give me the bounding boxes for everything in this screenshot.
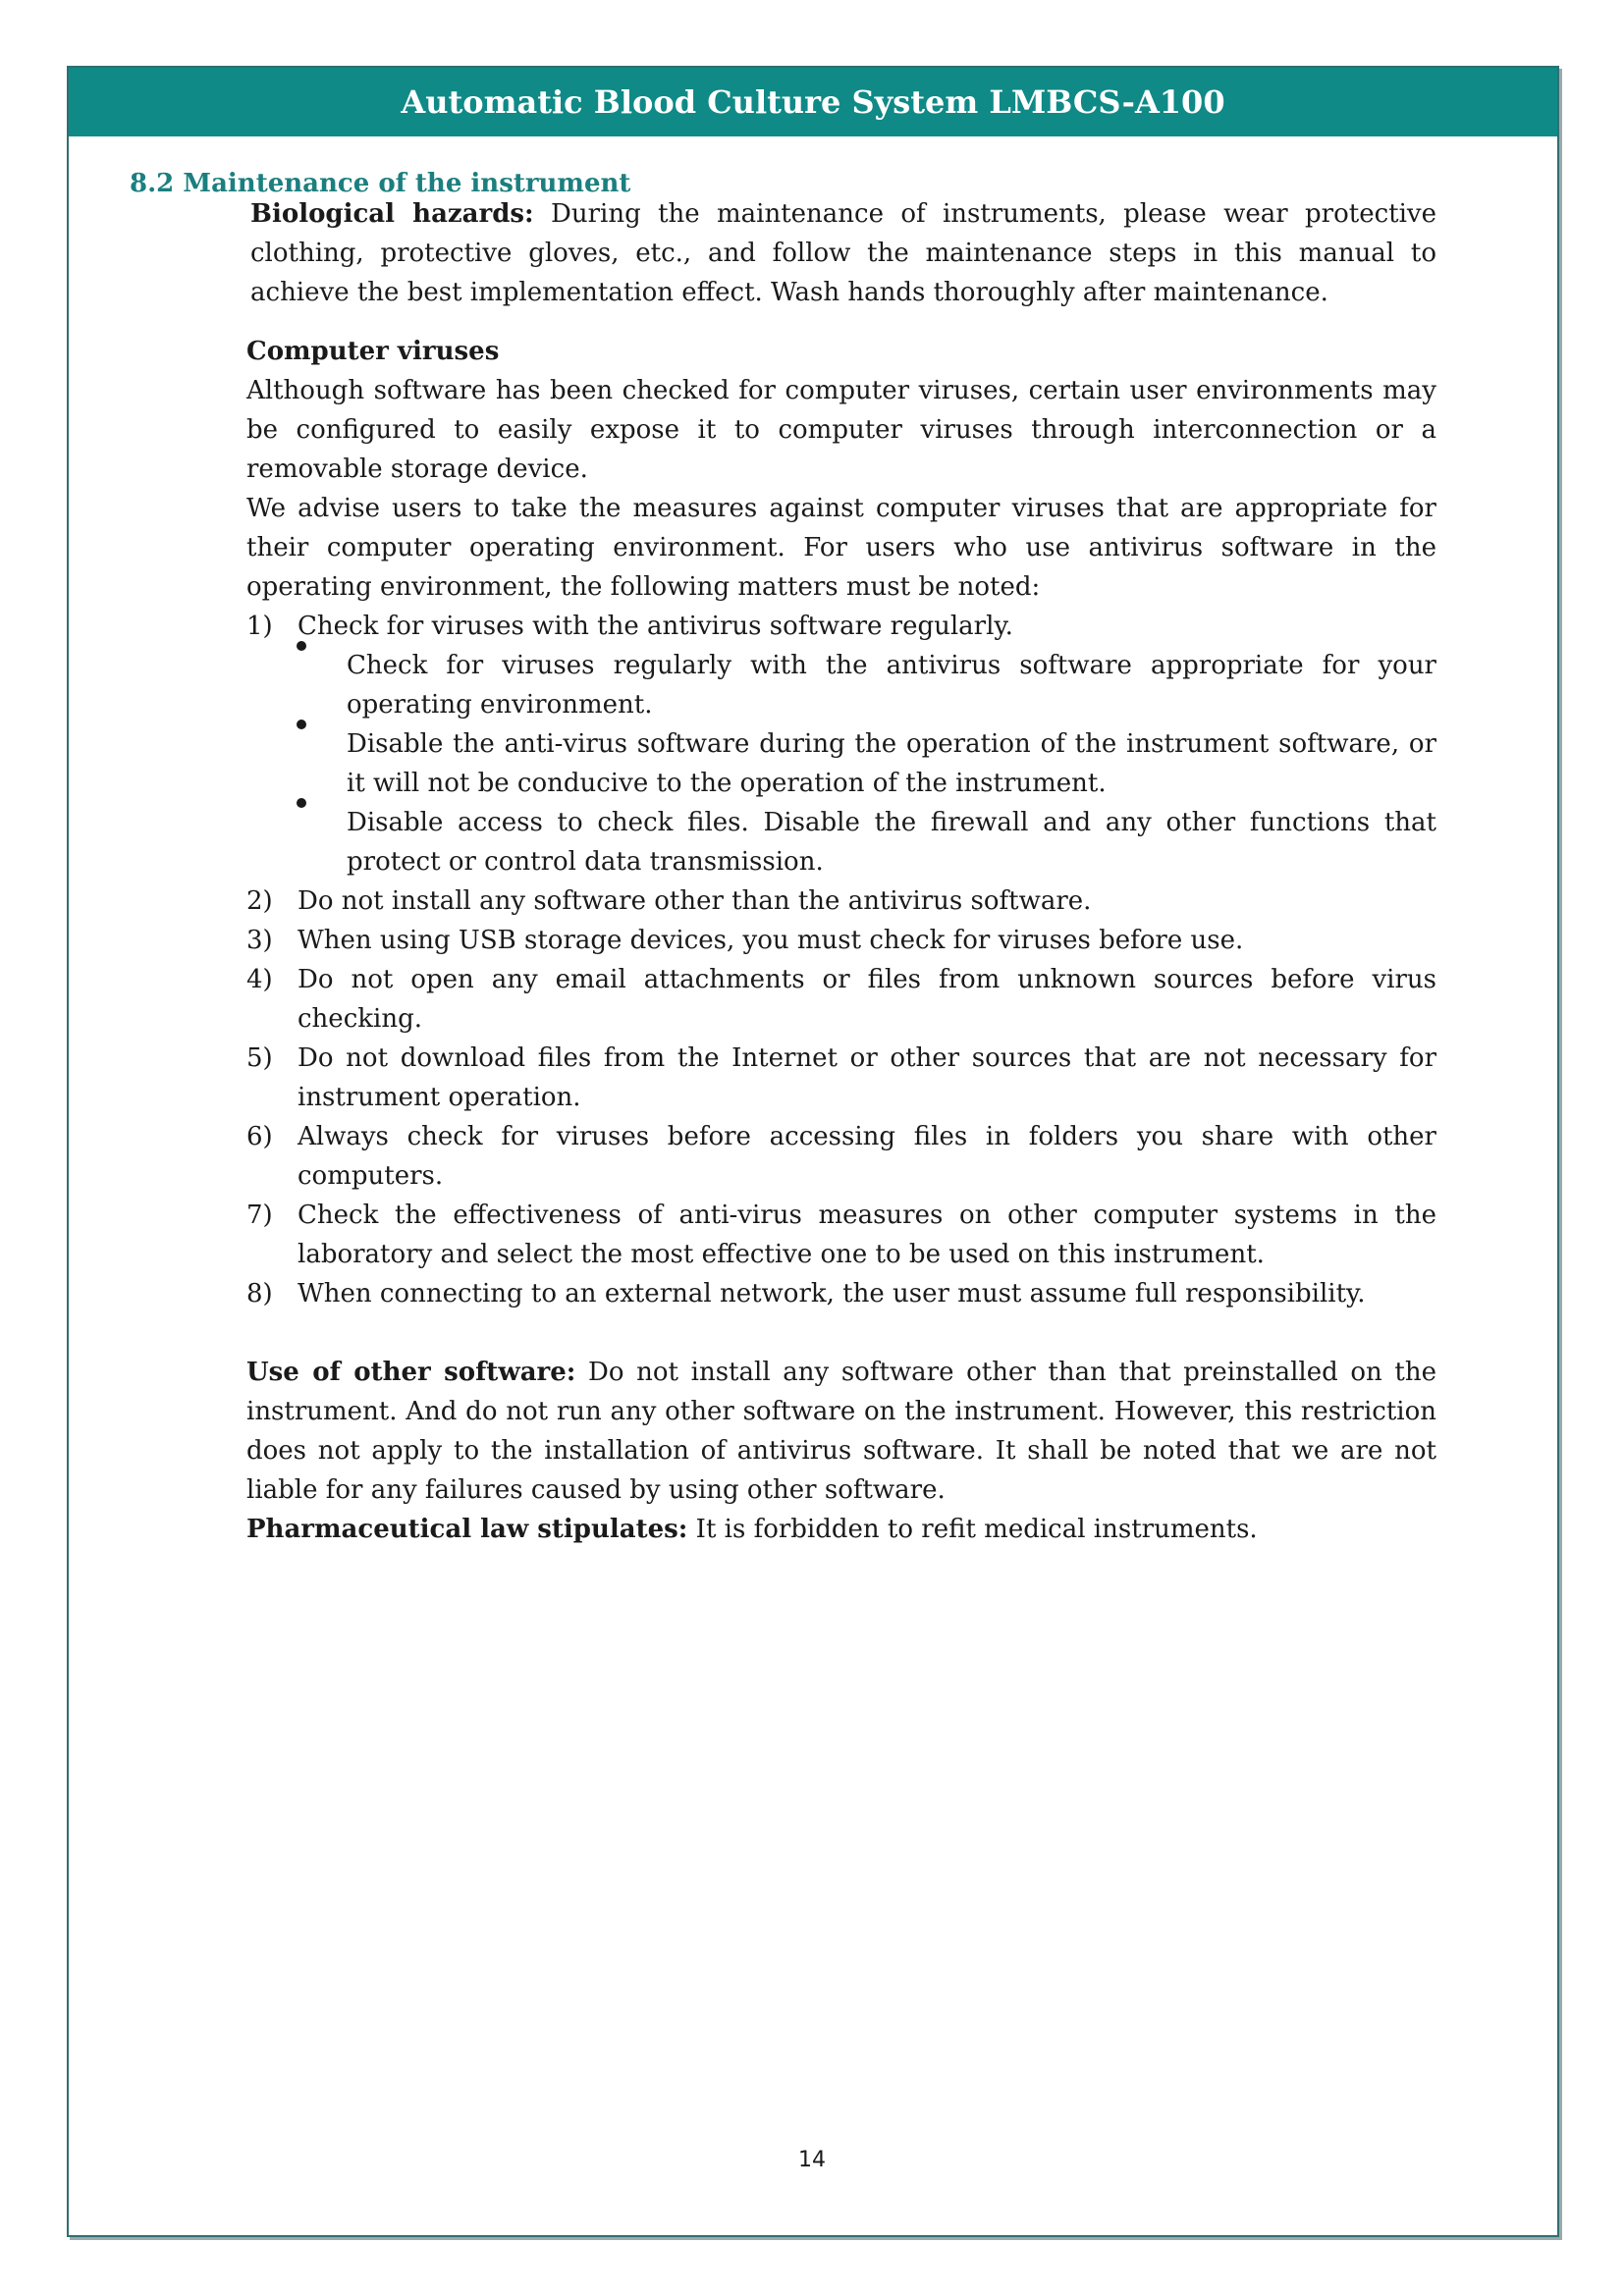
list-item-text: Check for viruses with the antivirus software regularly. xyxy=(298,612,1013,641)
list-item-number: 8) xyxy=(246,1279,273,1308)
computer-viruses-heading: Computer viruses xyxy=(246,337,500,366)
bullet-item: Check for viruses regularly with the antivirus software appropriate for your operating environment. xyxy=(347,651,1436,720)
list-item-text: When connecting to an external network, the user must assume full responsibility. xyxy=(298,1279,1366,1308)
biological-hazards-text: During the maintenance of instruments, please wear protective clothing, protective gloves, etc., and follow the maintenance steps in this manual to achieve the best implementation effect. Wash hands thoroughly after maintenance. xyxy=(250,199,1436,307)
list-item-number: 1) xyxy=(246,612,273,641)
bullet-item: Disable access to check files. Disable the firewall and any other functions that protect or control data transmission. xyxy=(347,808,1436,877)
list-item-number: 3) xyxy=(246,926,273,955)
viruses-paragraph-2: We advise users to take the measures against computer viruses that are appropriate for their computer operating environment. For users who use antivirus software in the operating environment, the following matters must be noted: xyxy=(246,494,1436,602)
page-number: 14 xyxy=(798,2148,826,2172)
biological-hazards-label: Biological hazards: xyxy=(250,199,534,229)
pharma-text: It is forbidden to refit medical instruments. xyxy=(687,1515,1258,1544)
bullet-icon xyxy=(297,641,306,651)
bullet-icon xyxy=(297,720,306,729)
list-item-text: Do not download files from the Internet or other sources that are not necessary for instrument operation. xyxy=(298,1043,1436,1112)
bullet-icon xyxy=(297,798,306,808)
list-item-text: Always check for viruses before accessing files in folders you share with other computers. xyxy=(298,1122,1436,1191)
document-header xyxy=(69,68,1557,136)
other-software-text: Do not install any software other than that preinstalled on the instrument. And do not run any other software on the instrument. However, this restriction does not apply to the installation of antivirus software. It shall be noted that we are not liable for any failures caused by using other software. xyxy=(246,1358,1436,1505)
list-item-text: When using USB storage devices, you must check for viruses before use. xyxy=(298,926,1244,955)
pharma-label: Pharmaceutical law stipulates: xyxy=(246,1515,688,1544)
list-item-number: 2) xyxy=(246,886,273,916)
list-item-text: Check the effectiveness of anti-virus measures on other computer systems in the laboratory and select the most effective one to be used on this instrument. xyxy=(298,1201,1436,1269)
list-item-number: 6) xyxy=(246,1122,273,1151)
other-software-paragraph xyxy=(246,1353,1436,1510)
list-item-text: Do not install any software other than the antivirus software. xyxy=(298,886,1092,916)
pharma-paragraph xyxy=(246,1510,1436,1549)
header-title: Automatic Blood Culture System LMBCS-A100 xyxy=(401,83,1225,121)
biological-hazards-paragraph xyxy=(250,194,1436,312)
list-item-text: Do not open any email attachments or files from unknown sources before virus checking. xyxy=(298,965,1436,1034)
list-item-number: 7) xyxy=(246,1201,273,1230)
section-title: 8.2 Maintenance of the instrument xyxy=(130,169,631,198)
bullet-item: Disable the anti-virus software during the operation of the instrument software, or it will not be conducive to the operation of the instrument. xyxy=(347,729,1436,798)
list-item-number: 5) xyxy=(246,1043,273,1073)
viruses-paragraph-1: Although software has been checked for computer viruses, certain user environments may be configured to easily expose it to computer viruses through interconnection or a removable storage device. xyxy=(246,376,1436,484)
other-software-label: Use of other software: xyxy=(246,1358,576,1387)
list-item-number: 4) xyxy=(246,965,273,994)
